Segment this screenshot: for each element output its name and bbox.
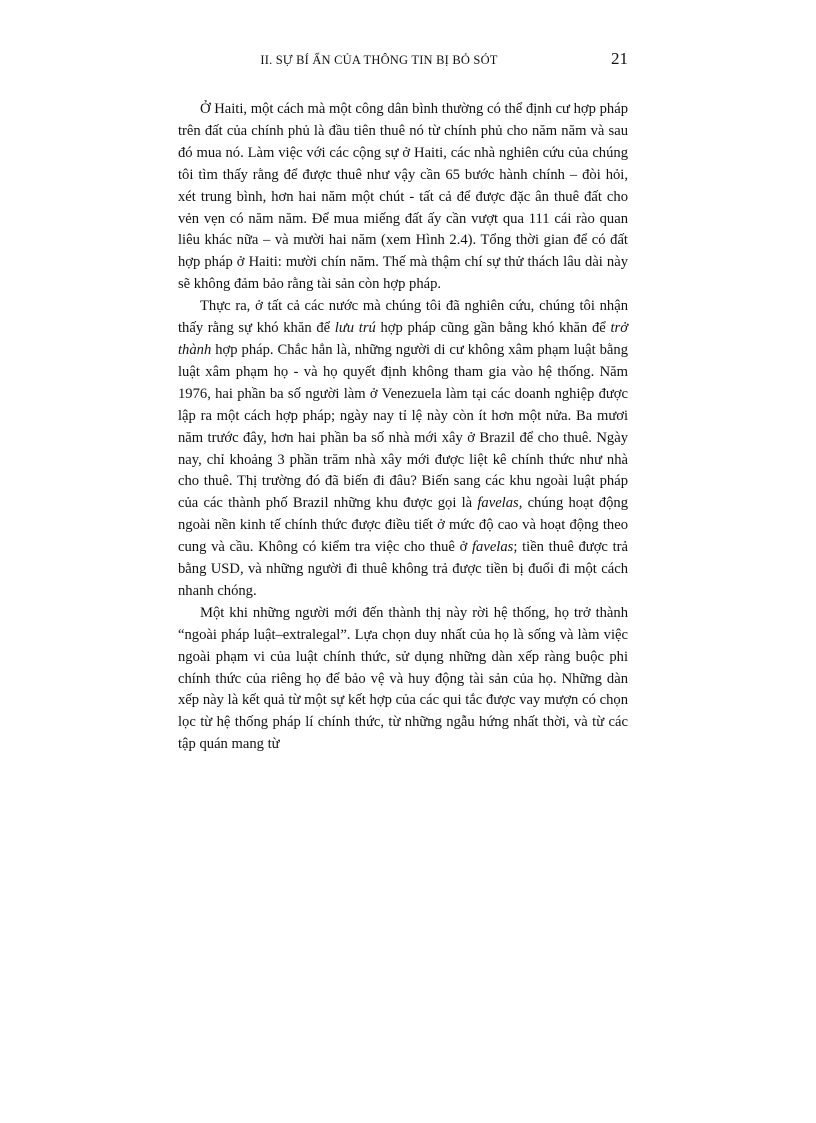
text-span: ; tiền thuê được trả bằng USD, và những người đi thuê không trả được tiền bị đuổi đi một cách nhanh chóng. <box>178 539 628 599</box>
emphasis-favelas: favelas <box>477 495 519 512</box>
emphasis-favelas: favelas <box>472 539 514 556</box>
text-span: hợp pháp cũng gần bằng khó khăn để <box>375 320 611 337</box>
page-number: 21 <box>611 49 628 68</box>
emphasis-luu-tru: lưu trú <box>334 320 376 337</box>
paragraph-extralegal: Một khi những người mới đến thành thị này rời hệ thống, họ trở thành “ngoài pháp luật–extralegal”. Lựa chọn duy nhất của họ là sống và làm việc ngoài phạm vi của luật chính thức, sử dụng những dàn xếp ràng buộc phi chính thức của riêng họ để bảo vệ và huy động tài sản của họ. Những dàn xếp này là kết quả từ một sự kết hợp của các qui tắc được vay mượn có chọn lọc từ hệ thống pháp lí chính thức, từ những ngẫu hứng nhất thời, và từ các tập quán mang từ <box>178 604 628 753</box>
emphasis-tro-thanh: trở thành <box>178 320 628 358</box>
text-span: , chúng hoạt động ngoài nền kinh tế chính thức được điều tiết ở mức độ cao và hoạt động theo cung và cầu. Không có kiểm tra việc cho thuê ở <box>178 495 628 556</box>
running-header <box>190 49 628 73</box>
body-text <box>178 99 628 756</box>
text-span: Thực ra, ở tất cả các nước mà chúng tôi đã nghiên cứu, chúng tôi nhận thấy rằng sự khó khăn để <box>178 298 628 337</box>
paragraph-haiti: Ở Haiti, một cách mà một công dân bình thường có thể định cư hợp pháp trên đất của chính phủ là đầu tiên thuê nó từ chính phủ cho năm năm và sau đó mua nó. Làm việc với các cộng sự ở Haiti, các nhà nghiên cứu của chúng tôi tìm thấy rằng để được thuê như vậy cần 65 bước hành chính – đòi hỏi, xét trung bình, hơn hai năm một chút - tất cả để được đặc ân thuê đất cho vẻn vẹn có năm năm. Để mua miếng đất ấy cần vượt qua 111 cái rào quan liêu khác nữa – và mười hai năm (xem Hình 2.4). Tổng thời gian để có đất hợp pháp ở Haiti: mười chín năm. Thế mà thậm chí sự thử thách lâu dài này sẽ không đảm bảo rằng tài sản còn hợp pháp. <box>178 101 628 293</box>
text-span: hợp pháp. Chắc hẳn là, những người di cư không xâm phạm luật bằng luật xâm phạm họ - và họ quyết định không tham gia vào hệ thống. Năm 1976, hai phần ba số người làm ở Venezuela làm tại các doanh nghiệp được lập ra một cách hợp pháp; ngày nay tỉ lệ này còn ít hơn một nửa. Ba mươi năm trước đây, hơn hai phần ba số nhà mới xây ở Brazil để cho thuê. Ngày nay, chỉ khoảng 3 phần trăm nhà xây mới được liệt kê chính thức như nhà cho thuê. Thị trường đó đã biến đi đâu? Biến sang các khu ngoài luật pháp của các thành phố Brazil những khu được gọi là <box>178 341 628 512</box>
running-title: II. SỰ BÍ ẨN CỦA THÔNG TIN BỊ BỎ SÓT <box>260 53 498 67</box>
paragraph-legal-difficulty <box>178 296 628 603</box>
